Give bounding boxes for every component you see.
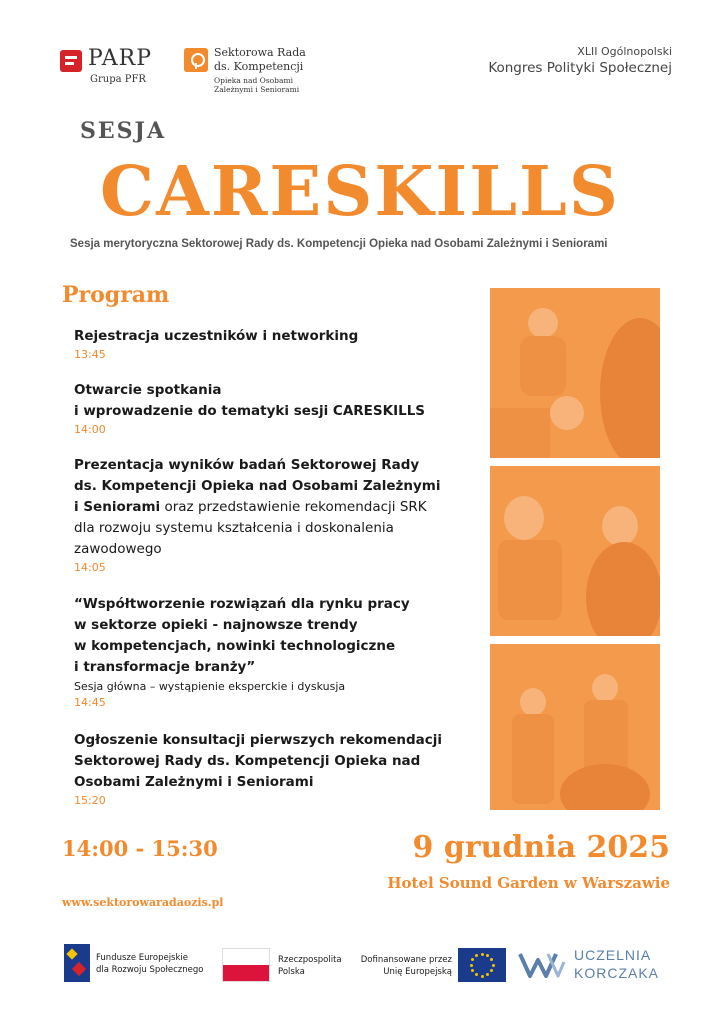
program-item-title-line2: Sektorowej Rady ds. Kompetencji Opieka nad xyxy=(74,753,421,769)
program-item xyxy=(74,730,474,809)
program-item-normal-part: oraz przedstawienie rekomendacji SRK xyxy=(160,499,427,515)
program-item xyxy=(74,455,474,576)
fe-logo-line2: dla Rozwoju Społecznego xyxy=(96,965,204,975)
kongres-label xyxy=(488,44,672,78)
rp-logo-line1: Rzeczpospolita xyxy=(278,955,342,965)
program-item-title-line1: Otwarcie spotkania xyxy=(74,382,222,398)
src-logo-line1: Sektorowa Rada xyxy=(214,46,306,59)
program-item-time: 15:20 xyxy=(74,794,106,807)
program-item xyxy=(74,594,474,711)
korczak-logo-line1: UCZELNIA xyxy=(574,947,652,963)
event-venue: Hotel Sound Garden w Warszawie xyxy=(387,874,670,892)
eu-star-icon xyxy=(481,953,484,956)
event-date: 9 grudnia 2025 xyxy=(412,830,670,865)
program-item-note: Sesja główna – wystąpienie eksperckie i dyskusja xyxy=(74,680,346,693)
eu-logo-line2: Unię Europejską xyxy=(383,967,452,977)
eu-star-icon xyxy=(475,954,478,957)
program-item-title-line2: ds. Kompetencji Opieka nad Osobami Zależnymi xyxy=(74,478,441,494)
program-item-time: 14:00 xyxy=(74,423,106,436)
page-title: CARESKILLS xyxy=(100,152,620,232)
program-item-title-line1: “Współtworzenie rozwiązań dla rynku pracy xyxy=(74,596,410,612)
program-item-normal-line5: zawodowego xyxy=(74,541,162,557)
eu-star-icon xyxy=(475,973,478,976)
program-item-title-line4 xyxy=(74,518,474,539)
page-subtitle: Sesja merytoryczna Sektorowej Rady ds. Kompetencji Opieka nad Osobami Zależnymi i Seniorami xyxy=(70,238,608,250)
program-item-time: 14:45 xyxy=(74,696,106,709)
program-item xyxy=(74,326,474,363)
eu-star-icon xyxy=(490,958,493,961)
eu-star-icon xyxy=(471,969,474,972)
fe-logo-icon xyxy=(64,944,90,982)
photo-children-play xyxy=(490,288,660,458)
fe-logo-line1: Fundusze Europejskie xyxy=(96,953,188,963)
program-item-title-line4: i transformacje branży” xyxy=(74,659,256,675)
program-item-title-line3: w kompetencjach, nowinki technologiczne xyxy=(74,638,396,654)
event-hours: 14:00 - 15:30 xyxy=(62,836,218,861)
korczak-logo-line2: KORCZAKA xyxy=(574,965,660,981)
photo-caregiver-boy xyxy=(490,466,660,636)
parp-logo-icon xyxy=(60,50,82,72)
program-item-title-line1: Ogłoszenie konsultacji pierwszych rekomendacji xyxy=(74,732,443,748)
eu-star-icon xyxy=(492,964,495,967)
poland-flag-icon xyxy=(222,948,270,982)
korczak-logo-text xyxy=(574,946,659,982)
eu-star-icon xyxy=(486,973,489,976)
src-logo-line4: Zależnymi i Seniorami xyxy=(214,85,300,94)
parp-logo-sub: Grupa PFR xyxy=(90,74,146,85)
kongres-line1: XLII Ogólnopolski xyxy=(577,45,672,58)
src-logo-line2: ds. Kompetencji xyxy=(214,60,304,73)
tree-icon xyxy=(184,48,208,72)
korczak-logo-icon xyxy=(518,950,566,980)
program-item xyxy=(74,380,474,438)
sesja-label: SESJA xyxy=(80,118,167,144)
program-item-title-line3 xyxy=(74,497,474,518)
eu-logo-line1: Dofinansowane przez xyxy=(360,955,452,965)
photo-senior-walker xyxy=(490,644,660,810)
program-item-time: 14:05 xyxy=(74,561,106,574)
program-item-normal-line4: dla rozwoju systemu kształcenia i doskonalenia xyxy=(74,520,394,536)
program-item-title-line1: Prezentacja wyników badań Sektorowej Rady xyxy=(74,457,420,473)
program-item-title-line2: w sektorze opieki - najnowsze trendy xyxy=(74,617,358,633)
eu-star-icon xyxy=(471,958,474,961)
fe-logo-text xyxy=(96,952,203,976)
program-item-title-line3: Osobami Zależnymi i Seniorami xyxy=(74,774,314,790)
program-item-time: 13:45 xyxy=(74,348,106,361)
eu-star-icon xyxy=(481,975,484,978)
website-link[interactable]: www.sektorowaradaozis.pl xyxy=(62,896,224,909)
program-heading: Program xyxy=(62,282,170,308)
eu-star-icon xyxy=(486,954,489,957)
eu-star-icon xyxy=(490,969,493,972)
program-item-title: Rejestracja uczestników i networking xyxy=(74,328,359,344)
eu-logo-text xyxy=(360,954,452,978)
eu-flag-icon xyxy=(458,948,506,982)
kongres-line2: Kongres Polityki Społecznej xyxy=(488,60,672,76)
program-item-bold-part: i Seniorami xyxy=(74,499,161,515)
src-logo-line3: Opieka nad Osobami xyxy=(214,76,293,85)
eu-star-icon xyxy=(470,964,473,967)
parp-logo-name: PARP xyxy=(88,46,153,71)
program-item-title-line5 xyxy=(74,539,474,560)
program-item-title-line2: i wprowadzenie do tematyki sesji CARESKILLS xyxy=(74,403,426,419)
rp-logo-text xyxy=(278,954,342,978)
rp-logo-line2: Polska xyxy=(278,967,305,977)
